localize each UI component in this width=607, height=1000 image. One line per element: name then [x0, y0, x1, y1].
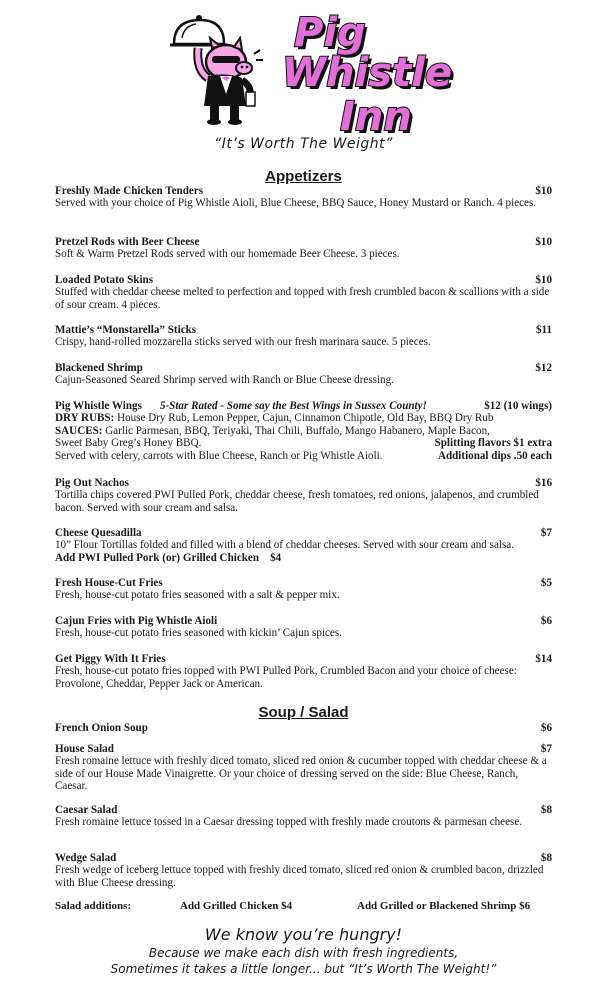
add-chicken-option: Add Grilled Chicken $4 [180, 900, 293, 912]
item-description: Cajun-Seasoned Seared Shrimp served with Ranch or Blue Cheese dressing. [55, 374, 394, 387]
item-description: Tortilla chips covered PWI Pulled Pork, cheddar cheese, fresh tomatoes, red onions, jalapenos, and crumbled bacon. Served with sour cream and salsa. [55, 489, 539, 514]
pig-waiter-icon [168, 14, 268, 126]
quesadilla-addon: Add PWI Pulled Pork (or) Grilled Chicken [55, 551, 260, 564]
item-price: $8 [540, 804, 552, 816]
item-description: Served with your choice of Pig Whistle Aioli, Blue Cheese, BBQ Sauce, Honey Mustard or Ranch. 4 pieces. [55, 197, 537, 210]
menu-item [55, 274, 552, 311]
item-name: Caesar Salad [55, 804, 118, 816]
menu-item [55, 185, 552, 210]
item-description: Crispy, hand-rolled mozzarella sticks served with our fresh marinara sauce. 5 pieces. [55, 336, 431, 349]
item-name: Wedge Salad [55, 852, 117, 864]
item-price: $14 [535, 653, 552, 665]
item-description: Fresh, house-cut potato fries topped with PWI Pulled Pork, Crumbled Bacon and your choice of cheese: Provolone, Cheddar, Pepper Jack or American. [55, 665, 517, 690]
item-name: Fresh House-Cut Fries [55, 577, 163, 589]
footer-line-2: Because we make each dish with fresh ingredients, [148, 946, 459, 960]
menu-item [55, 743, 552, 793]
item-name: Blackened Shrimp [55, 362, 143, 374]
wings-item [55, 400, 552, 462]
item-price: $8 [540, 852, 552, 864]
item-description: Fresh romaine lettuce with freshly diced tomato, sliced red onion & cucumber topped with cheddar cheese & a side of our House Made Vinaigrette. Or your choice of dressing served on the side: Blue Cheese, Ranch, Caesar. [55, 755, 547, 793]
menu-header [0, 0, 607, 160]
item-description: Fresh, house-cut potato fries seasoned with a salt & pepper mix. [55, 589, 340, 602]
item-description: Fresh, house-cut potato fries seasoned with kickin’ Cajun spices. [55, 627, 342, 640]
item-name: Freshly Made Chicken Tenders [55, 185, 204, 197]
item-price: $7 [540, 743, 552, 755]
dry-rubs-list: House Dry Rub, Lemon Pepper, Cajun, Cinnamon Chipotle, Old Bay, BBQ Dry Rub [117, 412, 494, 425]
additional-dips-note: Additional dips .50 each [437, 449, 552, 462]
item-description: Fresh wedge of iceberg lettuce topped with freshly diced tomato, sliced red onion & crumbled bacon, drizzled with Blue Cheese dressing. [55, 864, 544, 889]
menu-item [55, 615, 552, 640]
menu-item [55, 722, 552, 734]
item-price: $6 [540, 615, 552, 627]
logo-line-pig: Pig [294, 10, 366, 56]
sauces-label: SAUCES: [55, 424, 103, 437]
dry-rubs-label: DRY RUBS: [55, 412, 115, 425]
quesadilla-item [55, 527, 552, 564]
sauces-list: Garlic Parmesan, BBQ, Teriyaki, Thai Chili, Buffalo, Mango Habanero, Maple Bacon, [105, 424, 490, 437]
menu-item [55, 477, 552, 514]
logo-wordmark [282, 10, 482, 140]
item-name: Loaded Potato Skins [55, 274, 154, 286]
sauces-list-cont: Sweet Baby Greg’s Honey BBQ. [55, 437, 202, 450]
menu-item [55, 852, 552, 889]
footer-line-3: Sometimes it takes a little longer... but “It’s Worth The Weight!” [110, 962, 497, 976]
item-price: $10 [535, 236, 552, 248]
item-description: Soft & Warm Pretzel Rods served with our homemade Beer Cheese. 3 pieces. [55, 248, 400, 261]
logo-line-inn: Inn [340, 94, 412, 140]
item-price: $12 (10 wings) [484, 400, 552, 412]
item-name: Mattie’s “Monstarella” Sticks [55, 324, 197, 336]
split-flavors-note: Splitting flavors $1 extra [434, 437, 552, 450]
item-name: House Salad [55, 743, 114, 755]
item-price: $12 [535, 362, 552, 374]
wings-rating-note: 5-Star Rated - Some say the Best Wings in Sussex County! [159, 400, 427, 412]
menu-item [55, 804, 552, 829]
item-description: 10” Flour Tortillas folded and filled with a blend of cheddar cheeses. Served with sour cream and salsa. [55, 539, 514, 552]
menu-item [55, 236, 552, 261]
item-name: French Onion Soup [55, 722, 148, 734]
menu-item [55, 324, 552, 349]
tagline: “It’s Worth The Weight” [214, 136, 393, 152]
wings-served-with: Served with celery, carrots with Blue Cheese, Ranch or Pig Whistle Aioli. [55, 449, 383, 462]
menu-item [55, 577, 552, 602]
item-description: Fresh romaine lettuce tossed in a Caesar dressing topped with freshly made croutons & parmesan cheese. [55, 816, 523, 829]
item-name: Pretzel Rods with Beer Cheese [55, 236, 200, 248]
soup-salad-title: Soup / Salad [258, 704, 349, 721]
salad-additions-label: Salad additions: [55, 900, 132, 912]
item-description: Stuffed with cheddar cheese melted to perfection and topped with fresh crumbled bacon & scallions with a side of sour cream. 4 pieces. [55, 286, 550, 311]
item-name: Cheese Quesadilla [55, 527, 142, 539]
menu-item [55, 653, 552, 690]
item-price: $6 [540, 722, 552, 734]
add-shrimp-option: Add Grilled or Blackened Shrimp $6 [357, 900, 531, 912]
logo-line-whistle: Whistle [282, 50, 453, 96]
item-price: $16 [535, 477, 552, 489]
item-name: Cajun Fries with Pig Whistle Aioli [55, 615, 218, 627]
item-price: $5 [540, 577, 552, 589]
item-name: Get Piggy With It Fries [55, 653, 166, 665]
item-price: $10 [535, 274, 552, 286]
item-name: Pig Out Nachos [55, 477, 129, 489]
item-name: Pig Whistle Wings [55, 400, 142, 412]
item-price: $11 [535, 324, 552, 336]
menu-item [55, 362, 552, 387]
item-price: $10 [535, 185, 552, 197]
footer-headline: We know you’re hungry! [204, 925, 403, 944]
appetizers-title: Appetizers [265, 168, 342, 185]
item-price: $7 [540, 527, 552, 539]
quesadilla-addon-price: $4 [270, 551, 282, 564]
